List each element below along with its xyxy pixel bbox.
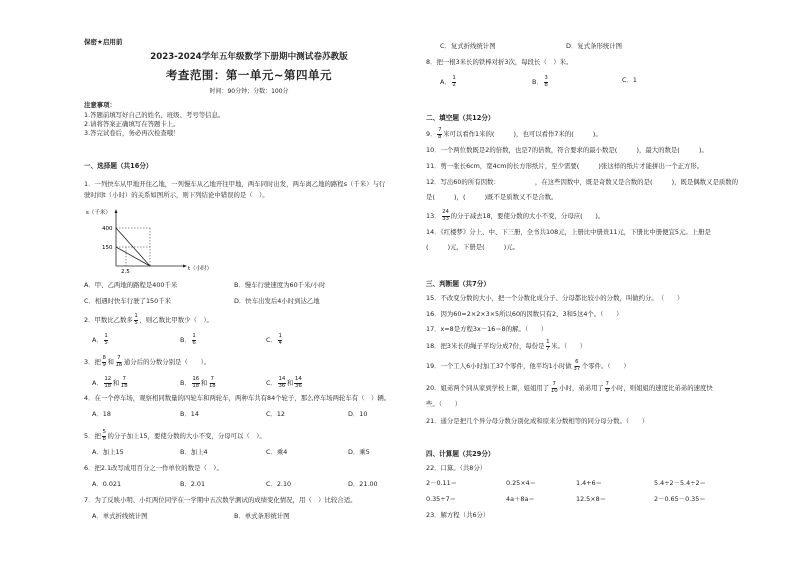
q11-text: 11．剪一张长6cm，宽4cm的长方形纸片，至少需要( )张这样的纸片才能拼出一个正方形。: [426, 162, 704, 170]
q22-text: 22．口算。（共8分）: [426, 464, 487, 472]
q21-text: 21．通分是把几个异分母分数分别化成和原来分数相等的同分母分数。（ ）: [426, 417, 649, 425]
q18-text: 18．把3米长的绳子平均分成7份，每份是 $\frac{1}{7}$ 米。（ ）: [426, 339, 587, 352]
graph-tick-400: 400: [102, 226, 113, 232]
q14-text: ( )元，下册是( )元。: [426, 243, 520, 251]
q3-option-a[interactable]: A． $\frac{12}{18}$ 和 $\frac{7}{18}$: [92, 376, 128, 389]
q17-text: 17．x=8是方程3x－16＝8的解。（ ）: [426, 325, 548, 333]
q1-text: 驶时间t（小时）的关系如图所示，则下列结论中错误的是（ ）。: [84, 191, 269, 199]
q6-option-a[interactable]: A．0.021: [92, 480, 122, 488]
section-fill-title: 二、填空题（共12分）: [426, 114, 495, 122]
calc-item: 5.4÷2－5.4÷2＝: [654, 479, 706, 487]
graph-y-label: s（千米）: [86, 210, 111, 216]
x-arrow-icon: [183, 265, 187, 268]
calc-item: 4a＋8a＝: [506, 495, 535, 503]
q1-option-c[interactable]: C．相遇时快车行驶了150千米: [84, 297, 171, 305]
q4-option-a[interactable]: A．18: [92, 410, 111, 418]
q7-option-a[interactable]: A．单式折线统计图: [92, 512, 148, 520]
graph-tick-150: 150: [102, 245, 113, 251]
q5-text: 5．把 $\frac{5}{8}$ 的分子加上15，要使分数的大小不变，分母可以（ ）。: [84, 429, 266, 442]
q14-text: 14．《红楼梦》分上、中、下三册，全书共108元，上册比中册贵11元，下册比中册便宜5元。上册是: [426, 228, 711, 236]
exam-scope: 考查范围：第一单元~第四单元: [165, 68, 333, 82]
q7-option-c[interactable]: C．复式折线统计图: [440, 42, 496, 50]
q23-text: 23．解方程（共6分）: [426, 511, 490, 519]
notice-item: 3.答完试卷后，务必再次检查哦！: [84, 129, 180, 137]
secret-label: 保密★启用前: [84, 38, 123, 46]
graph-line-slow: [116, 247, 150, 266]
q9-text: 9． $\frac{7}{8}$ 米可以看作1米的( )，也可以看作7米的( )。: [426, 127, 602, 140]
graph-tick-25: 2.5: [121, 269, 130, 274]
q3-option-b[interactable]: B． $\frac{16}{18}$ 和 $\frac{7}{18}$: [180, 376, 216, 389]
calc-item: 2－0.11＝: [426, 479, 458, 487]
q12-text: 12．写出60的所有因数： ，在这些因数中，既是奇数又是合数的是( )，既是偶数又是质数的: [426, 178, 739, 186]
fraction: $\frac{1}{5}$: [134, 313, 138, 326]
q20-text: 20．姐弟两个同从家到学校上课，姐姐用了 $\frac{7}{10}$ 小时，弟弟用了 $\frac{7}{9}$ 小时，则姐姐的速度比弟弟的速度快: [426, 381, 713, 394]
calc-item: 0.25×4＝: [506, 479, 537, 487]
q5-option-a[interactable]: A．加上15: [92, 448, 124, 456]
notice-item: 1.答题前填写好自己的姓名、班级、考号等信息。: [84, 111, 225, 119]
q12-text: 是( )，( )既不是质数又不是合数。: [426, 193, 558, 201]
q1-graph: [84, 204, 234, 274]
graph-line-fast: [116, 228, 150, 266]
q4-text: 4．在一个停车场，观察相同数量的四轮车和两轮车，两种车共有84个轮子，那么停车场两轮车有（ ）辆。: [84, 394, 391, 402]
q8-option-a[interactable]: A． $\frac{1}{2}$: [440, 75, 456, 88]
q8-option-b[interactable]: B． $\frac{3}{8}$: [532, 75, 548, 88]
q15-text: 15．不改变分数的大小，把一个分数化成分子、分母都比较小的分数，叫做约分。 （ ）: [426, 294, 684, 302]
y-arrow-icon: [115, 209, 118, 213]
q1-option-a[interactable]: A．甲、乙两地的路程是400千米: [84, 281, 178, 289]
q6-text: 6．把2.1改写成用百分之一作单位的数是（ ）。: [84, 464, 223, 472]
calc-item: 12.5×8＝: [576, 495, 607, 503]
page-title: 2023-2024学年五年级数学下册期中测试卷苏教版: [150, 52, 348, 62]
q3-text: 3．把 $\frac{8}{9}$ 和 $\frac{7}{18}$ 通分后的分数分别是（ ）。: [84, 355, 211, 368]
q2-text: 2．甲数比乙数多 $\frac{1}{5}$ ，则乙数比甲数少（ ）。: [84, 313, 213, 326]
section-choice-title: 一、选择题（共16分）: [84, 162, 153, 170]
q1-option-d[interactable]: D．快车出发后4小时到达乙地: [234, 297, 320, 305]
q6-option-c[interactable]: C．2.10: [266, 480, 292, 488]
q1-option-b[interactable]: B．慢车行驶速度为60千米/小时: [234, 281, 326, 289]
calc-item: 1.4+6＝: [576, 479, 602, 487]
q13-text: 13． $\frac{24}{33}$ 的分子减去18，要使分数的大小不变，分母应( )。: [426, 209, 605, 222]
q19-text: 19．一个工人6小时加工37个零件，他平均1小时做 $\frac{6}{37}$ 个零件。（ ）: [426, 359, 630, 372]
notice-heading: 注意事项：: [84, 101, 116, 109]
q7-option-b[interactable]: B．单式条形统计图: [234, 512, 290, 520]
q3-option-c[interactable]: C． $\frac{14}{36}$ 和 $\frac{14}{36}$: [266, 376, 302, 389]
calc-item: 2－0.65－0.35＝: [654, 495, 706, 503]
exam-time: 时间：90分钟；分数：100分: [209, 88, 289, 95]
q7-text: 7．为了反映小明、小红两位同学在一学期中五次数学测试的成绩变化情况，用（ ）比较合适。: [84, 496, 357, 504]
q8-text: 8．把一根3米长的铁棒对折3次，每段长（ ）米。: [426, 58, 573, 66]
q8-option-c[interactable]: C．1: [622, 76, 637, 84]
q6-option-b[interactable]: B．2.01: [180, 480, 206, 488]
q20-text: 些。（ ）: [426, 400, 462, 408]
q7-option-d[interactable]: D．复式条形统计图: [566, 42, 623, 50]
q10-text: 10．一个两位数既是2的倍数，也是7的倍数，符合要求的最小数是( )，最大的数是( )。: [426, 146, 708, 154]
q5-option-b[interactable]: B．加上4: [180, 448, 208, 456]
q16-text: 16．因为60=2×2×3×5所以60的因数只有2、3和5这4个。（ ）: [426, 310, 623, 318]
q4-option-d[interactable]: D．10: [348, 410, 368, 418]
q6-option-d[interactable]: D．21.00: [348, 480, 378, 488]
q2-option-b[interactable]: B． $\frac{1}{6}$: [180, 333, 196, 346]
calc-item: 0.35÷7＝: [426, 495, 457, 503]
q5-option-d[interactable]: D．乘5: [348, 448, 370, 456]
q5-option-c[interactable]: C．乘4: [266, 448, 288, 456]
section-judge-title: 三、判断题（共7分）: [426, 280, 490, 288]
q1-text: 1．一列快车从甲地开往乙地，一列慢车从乙地开往甲地，两车同时出发，两车离乙地的路程s（千米）与行: [84, 180, 386, 188]
notice-item: 2.请将答案正确填写在答题卡上。: [84, 120, 180, 128]
q2-option-a[interactable]: A． $\frac{1}{5}$: [92, 333, 108, 346]
q2-option-c[interactable]: C． $\frac{1}{4}$: [266, 333, 282, 346]
section-calc-title: 四、计算题（共29分）: [426, 450, 495, 458]
q4-option-c[interactable]: C．12: [266, 410, 285, 418]
graph-x-label: t（小时）: [188, 266, 213, 272]
q4-option-b[interactable]: B．14: [180, 410, 199, 418]
